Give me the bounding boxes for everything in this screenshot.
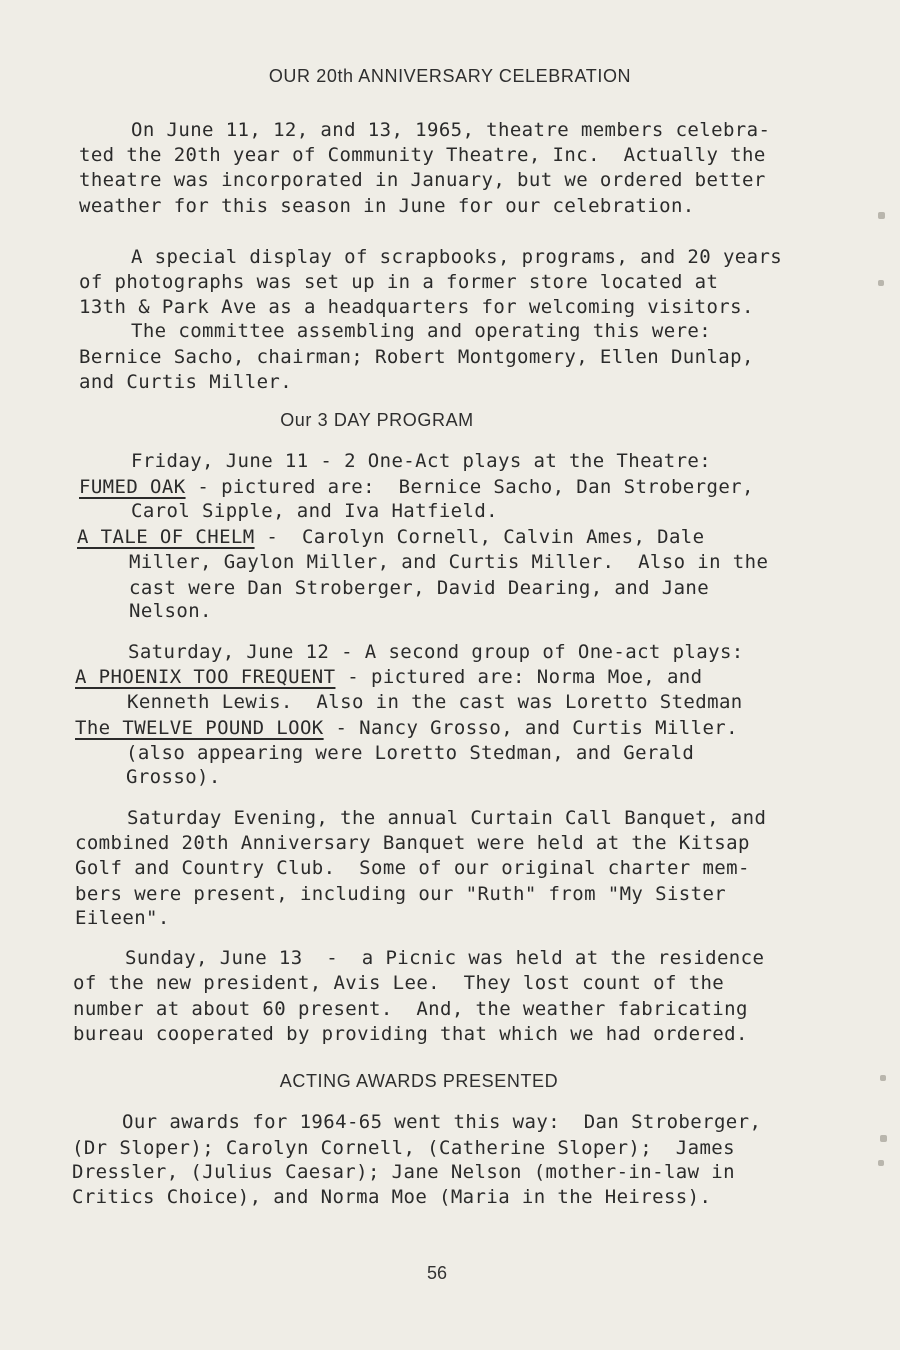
- play-title: A TALE OF CHELM: [77, 526, 255, 548]
- sunday-line: number at about 60 present. And, the weather fabricating: [73, 998, 748, 1020]
- play-title: FUMED OAK: [79, 476, 186, 498]
- paper-mark: [880, 1075, 886, 1081]
- banquet-line: Golf and Country Club. Some of our original charter mem-: [75, 857, 750, 879]
- play-line: (also appearing were Loretto Stedman, and Gerald: [126, 742, 695, 764]
- paper-mark: [878, 212, 885, 219]
- intro-line: weather for this season in June for our celebration.: [79, 195, 695, 217]
- intro-line: theatre was incorporated in January, but we ordered better: [79, 169, 766, 191]
- display-line: of photographs was set up in a former store located at: [79, 271, 719, 293]
- banquet-line: Eileen".: [75, 907, 170, 929]
- paper-mark: [880, 1135, 887, 1142]
- play-line: Grosso).: [126, 766, 221, 788]
- awards-heading: ACTING AWARDS PRESENTED: [279, 1071, 559, 1091]
- display-line: Bernice Sacho, chairman; Robert Montgomery, Ellen Dunlap,: [79, 346, 754, 368]
- banquet-line: Saturday Evening, the annual Curtain Call Banquet, and: [127, 807, 767, 829]
- play-line: cast were Dan Stroberger, David Dearing, and Jane: [129, 577, 710, 599]
- display-line: 13th & Park Ave as a headquarters for welcoming visitors.: [79, 296, 754, 318]
- play-line: FUMED OAK - pictured are: Bernice Sacho, Dan Stroberger,: [79, 476, 754, 498]
- play-title: The TWELVE POUND LOOK: [75, 717, 324, 739]
- program-heading: Our 3 DAY PROGRAM: [280, 410, 474, 430]
- page-number: 56: [426, 1263, 448, 1283]
- paper-mark: [878, 280, 884, 286]
- play-line: Miller, Gaylon Miller, and Curtis Miller. Also in the: [129, 551, 769, 573]
- page-title: OUR 20th ANNIVERSARY CELEBRATION: [268, 66, 632, 86]
- play-line: A PHOENIX TOO FREQUENT - pictured are: Norma Moe, and: [75, 666, 703, 688]
- paper-mark: [878, 1160, 884, 1166]
- display-line: and Curtis Miller.: [79, 371, 293, 393]
- awards-line: Dressler, (Julius Caesar); Jane Nelson (mother-in-law in: [72, 1161, 735, 1183]
- awards-line: Critics Choice), and Norma Moe (Maria in the Heiress).: [72, 1186, 712, 1208]
- sunday-line: of the new president, Avis Lee. They lost count of the: [73, 972, 725, 994]
- play-title: A PHOENIX TOO FREQUENT: [75, 666, 336, 688]
- play-line: Carol Sipple, and Iva Hatfield.: [131, 500, 499, 522]
- display-line: The committee assembling and operating this were:: [131, 320, 712, 342]
- sunday-line: bureau cooperated by providing that which we had ordered.: [73, 1023, 748, 1045]
- play-line: Kenneth Lewis. Also in the cast was Loretto Stedman: [127, 691, 743, 713]
- awards-line: Our awards for 1964-65 went this way: Dan Stroberger,: [122, 1111, 762, 1133]
- display-line: A special display of scrapbooks, programs, and 20 years: [131, 246, 783, 268]
- sunday-line: Sunday, June 13 - a Picnic was held at the residence: [125, 947, 765, 969]
- awards-line: (Dr Sloper); Carolyn Cornell, (Catherine Sloper); James: [72, 1137, 735, 1159]
- saturday-intro: Saturday, June 12 - A second group of One-act plays:: [128, 641, 744, 663]
- play-line: Nelson.: [129, 600, 212, 622]
- play-line: A TALE OF CHELM - Carolyn Cornell, Calvin Ames, Dale: [77, 526, 705, 548]
- intro-line: ted the 20th year of Community Theatre, Inc. Actually the: [79, 144, 766, 166]
- intro-line: On June 11, 12, and 13, 1965, theatre members celebra-: [131, 119, 771, 141]
- banquet-line: bers were present, including our "Ruth" from "My Sister: [75, 883, 727, 905]
- banquet-line: combined 20th Anniversary Banquet were held at the Kitsap: [75, 832, 750, 854]
- play-line: The TWELVE POUND LOOK - Nancy Grosso, and Curtis Miller.: [75, 717, 738, 739]
- friday-intro: Friday, June 11 - 2 One-Act plays at the Theatre:: [131, 450, 712, 472]
